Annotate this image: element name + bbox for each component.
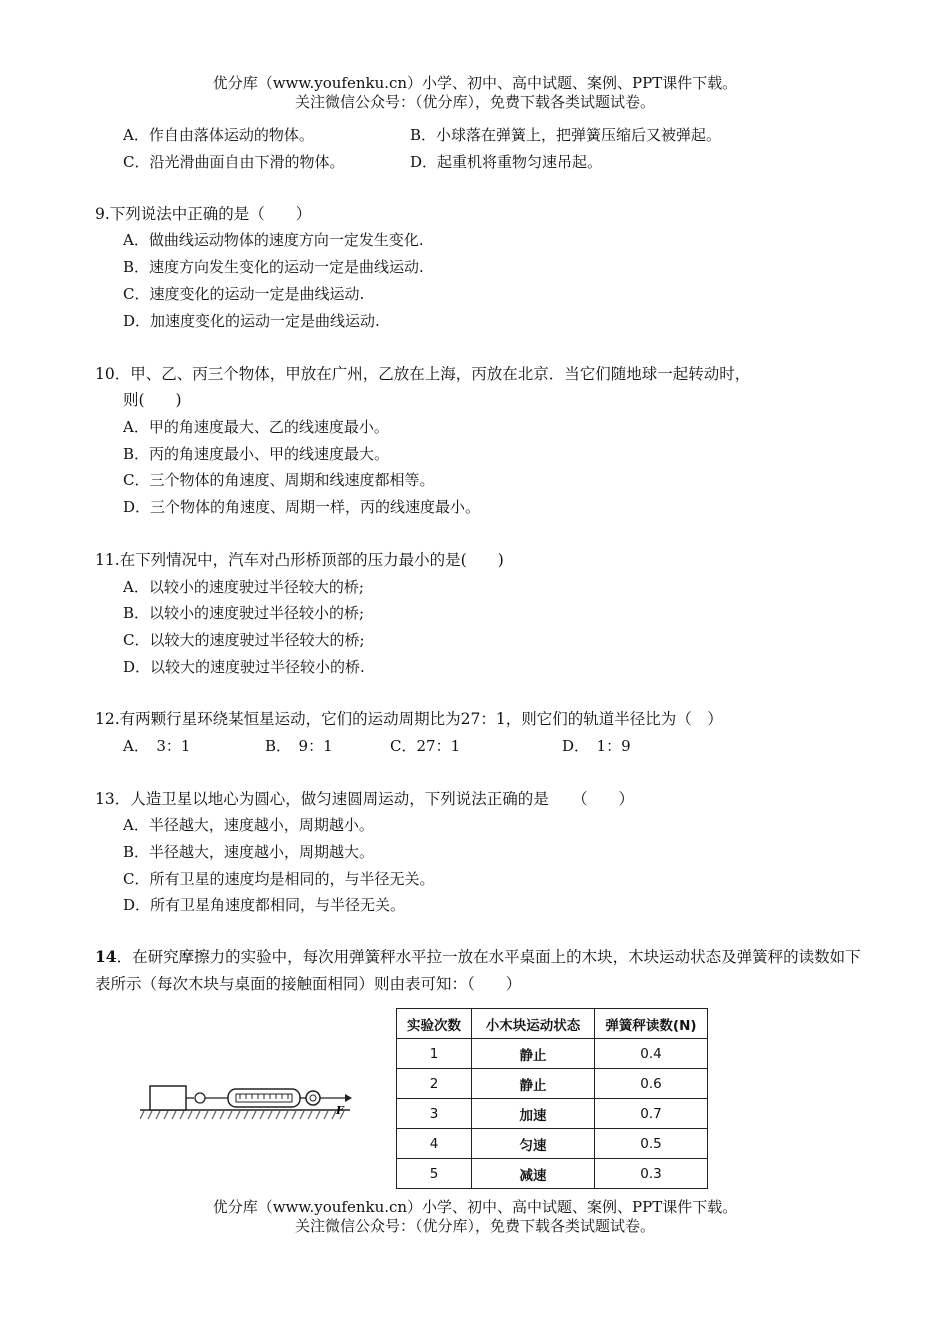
footer-line-1: 优分库（www.youfenku.cn）小学、初中、高中试题、案例、PPT课件下载。 (212, 1198, 738, 1216)
q9-option-a: A．做曲线运动物体的速度方向一定发生变化. (123, 231, 424, 249)
col-reading-header: 弹簧秤读数(N) (595, 1009, 708, 1039)
q11-option-b: B．以较小的速度驶过半径较小的桥; (123, 604, 365, 622)
table-row (397, 1039, 708, 1069)
q8-option-c: C．沿光滑曲面自由下滑的物体。 (123, 153, 345, 171)
q13-option-b: B．半径越大，速度越小，周期越大。 (123, 843, 375, 861)
cell-state: 减速 (472, 1159, 595, 1189)
cell-reading: 0.4 (595, 1039, 708, 1069)
q13-option-c: C．所有卫星的速度均是相同的，与半径无关。 (123, 870, 435, 888)
q11-stem: 11.在下列情况中，汽车对凸形桥顶部的压力最小的是( ) (95, 551, 504, 569)
q8-option-d: D．起重机将重物匀速吊起。 (410, 153, 603, 171)
q14-number: 14 (95, 947, 117, 966)
q13-stem: 13．人造卫星以地心为圆心，做匀速圆周运动，下列说法正确的是 （ ） (95, 790, 634, 808)
q11-option-c: C．以较大的速度驶过半径较大的桥; (123, 631, 365, 649)
header-line-2: 关注微信公众号：（优分库），免费下载各类试题试卷。 (294, 93, 655, 111)
q8-option-a: A．作自由落体运动的物体。 (123, 126, 314, 144)
cell-reading: 0.7 (595, 1099, 708, 1129)
table-row (397, 1159, 708, 1189)
cell-trial: 1 (397, 1039, 472, 1069)
cell-state: 匀速 (472, 1129, 595, 1159)
q9-option-c: C．速度变化的运动一定是曲线运动. (123, 285, 365, 303)
wood-block (150, 1086, 186, 1110)
cell-trial: 4 (397, 1129, 472, 1159)
q14-stem (95, 943, 865, 998)
q11-option-d: D．以较大的速度驶过半径较小的桥. (123, 658, 365, 676)
cell-trial: 2 (397, 1069, 472, 1099)
q12-option-a: A． 3：1 (123, 737, 191, 755)
q12-option-c: C．27：1 (390, 737, 461, 755)
cell-state: 加速 (472, 1099, 595, 1129)
q14-stem-text: ．在研究摩擦力的实验中，每次用弹簧秤水平拉一放在水平桌面上的木块，木块运动状态及弹簧秤的读数如下表所示（每次木块与桌面的接触面相同）则由表可知：（ ） (95, 948, 861, 993)
cell-reading: 0.6 (595, 1069, 708, 1099)
cell-trial: 3 (397, 1099, 472, 1129)
q10-stem: 10．甲、乙、丙三个物体，甲放在广州，乙放在上海，丙放在北京．当它们随地球一起转动时， (95, 365, 751, 383)
table-header-row (397, 1009, 708, 1039)
col-trial-header: 实验次数 (397, 1009, 472, 1039)
force-label: F (336, 1104, 344, 1117)
q13-option-a: A．半径越大，速度越小，周期越小。 (123, 816, 374, 834)
header-line-1: 优分库（www.youfenku.cn）小学、初中、高中试题、案例、PPT课件下载。 (212, 74, 738, 92)
q9-option-b: B．速度方向发生变化的运动一定是曲线运动. (123, 258, 424, 276)
q13-option-d: D．所有卫星角速度都相同，与半径无关。 (123, 896, 406, 914)
q12-stem: 12.有两颗行星环绕某恒星运动，它们的运动周期比为27：1，则它们的轨道半径比为（ ） (95, 710, 723, 728)
cell-state: 静止 (472, 1069, 595, 1099)
table-row (397, 1099, 708, 1129)
q9-stem: 9.下列说法中正确的是（ ） (95, 205, 312, 223)
spring-scale-figure (140, 1078, 360, 1128)
q10-option-d: D．三个物体的角速度、周期一样，丙的线速度最小。 (123, 498, 481, 516)
q9-option-d: D．加速度变化的运动一定是曲线运动. (123, 312, 380, 330)
col-state-header: 小木块运动状态 (472, 1009, 595, 1039)
footer-line-2: 关注微信公众号：（优分库），免费下载各类试题试卷。 (294, 1217, 655, 1235)
cell-trial: 5 (397, 1159, 472, 1189)
q11-option-a: A．以较小的速度驶过半径较大的桥; (123, 578, 364, 596)
q12-option-d: D． 1：9 (562, 737, 631, 755)
q10-option-a: A．甲的角速度最大、乙的线速度最小。 (123, 418, 389, 436)
table-row (397, 1129, 708, 1159)
table-row (397, 1069, 708, 1099)
cell-state: 静止 (472, 1039, 595, 1069)
q10-stem-cont: 则( ) (123, 391, 182, 409)
cell-reading: 0.5 (595, 1129, 708, 1159)
cell-reading: 0.3 (595, 1159, 708, 1189)
q12-option-b: B． 9：1 (265, 737, 333, 755)
q10-option-b: B．丙的角速度最小、甲的线速度最大。 (123, 445, 390, 463)
experiment-table (396, 1008, 708, 1189)
q10-option-c: C．三个物体的角速度、周期和线速度都相等。 (123, 471, 435, 489)
q8-option-b: B．小球落在弹簧上，把弹簧压缩后又被弹起。 (410, 126, 722, 144)
